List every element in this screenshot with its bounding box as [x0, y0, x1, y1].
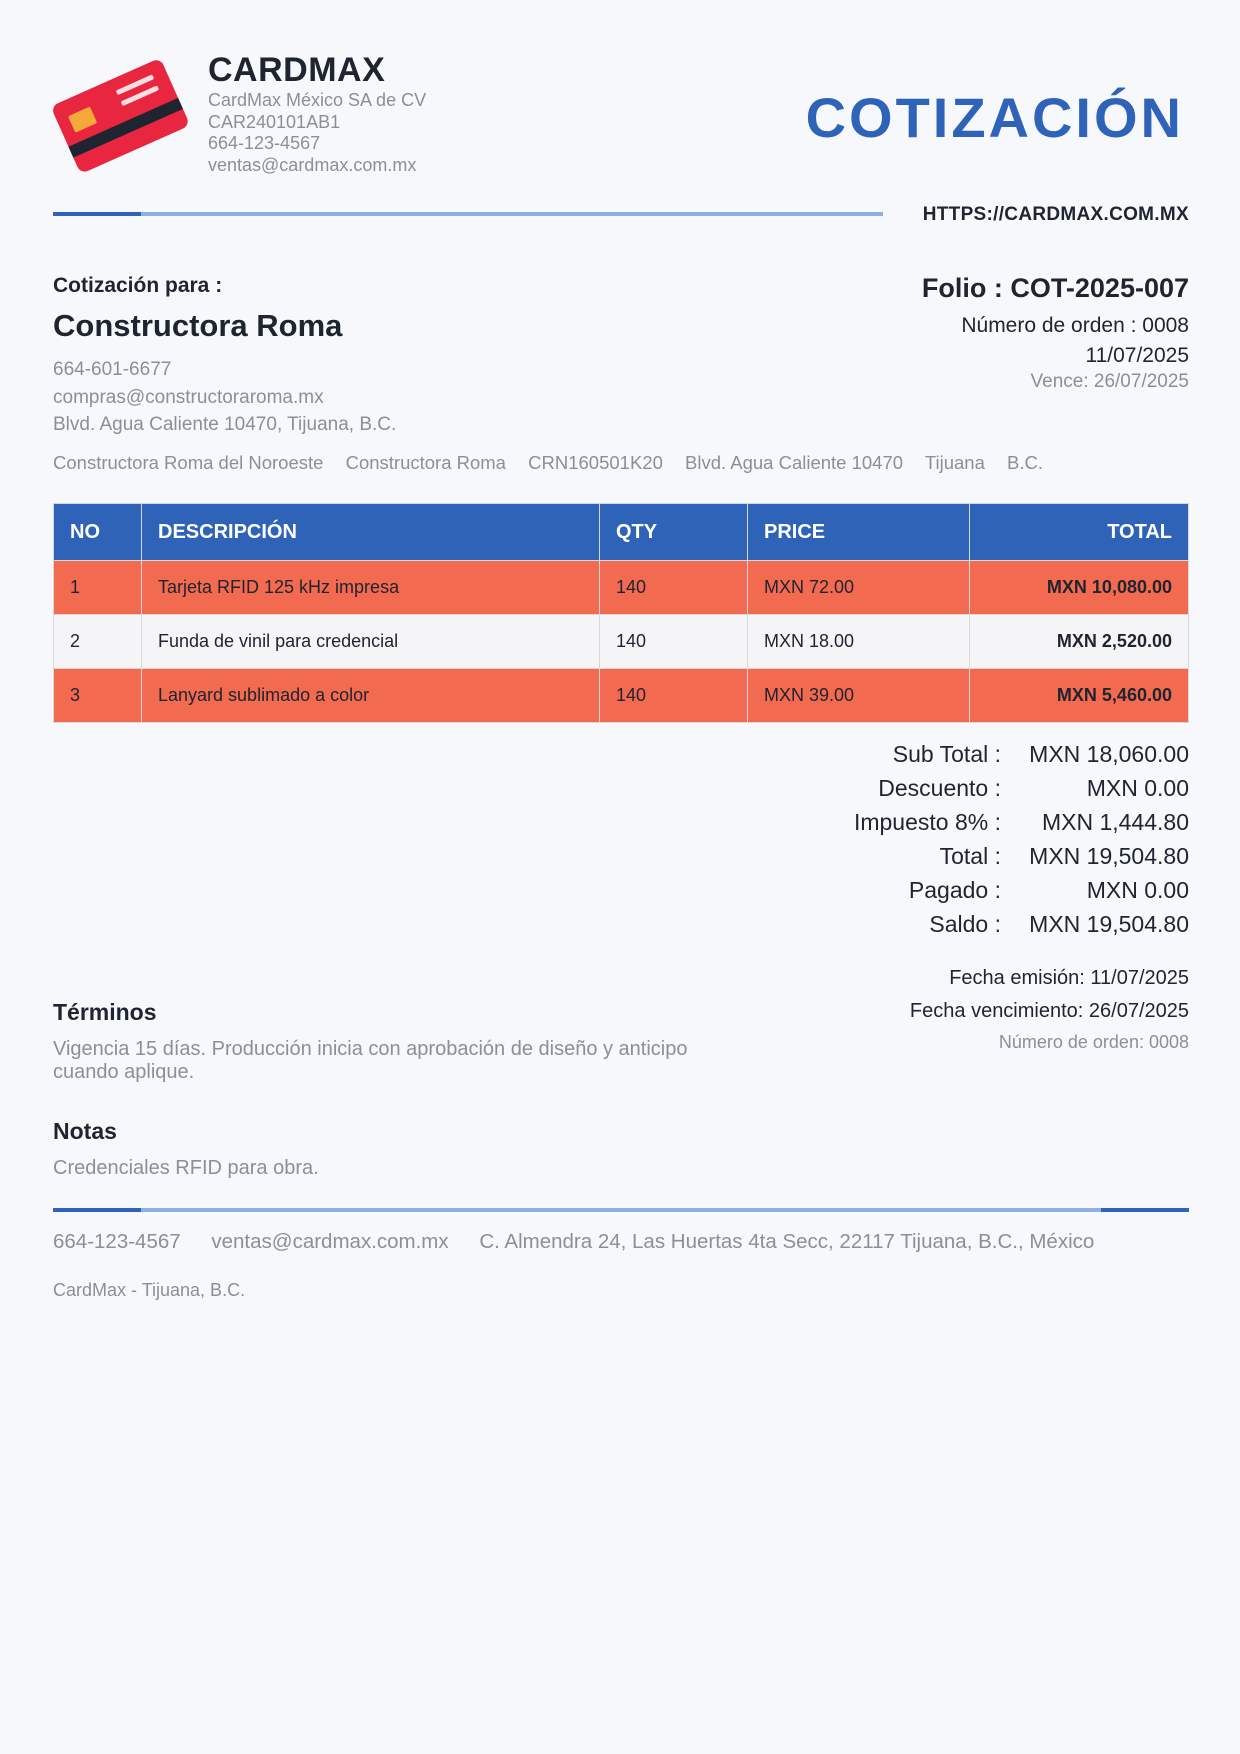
- row-description: Funda de vinil para credencial: [142, 615, 600, 669]
- table-row: [54, 615, 1189, 669]
- header-description: DESCRIPCIÓN: [142, 504, 600, 561]
- footer-contacts: [53, 1230, 1119, 1254]
- balance-value: MXN 19,504.80: [1029, 911, 1189, 937]
- company-name: CARDMAX: [208, 51, 386, 89]
- discount-label: Descuento :: [878, 775, 1001, 801]
- footer-email: ventas@cardmax.com.mx: [211, 1230, 449, 1253]
- client-email: compras@constructoraroma.mx: [53, 386, 324, 408]
- notes-text: Credenciales RFID para obra.: [53, 1157, 319, 1179]
- order-number-footer: Número de orden: 0008: [998, 1032, 1189, 1052]
- balance-row: [854, 907, 1189, 941]
- footer-phone: 664-123-4567: [53, 1230, 181, 1253]
- client-phone: 664-601-6677: [53, 359, 172, 380]
- table-row: [54, 561, 1189, 615]
- row-total: MXN 2,520.00: [970, 615, 1189, 669]
- subtotal-label: Sub Total :: [892, 741, 1001, 767]
- issue-date: Fecha emisión: 11/07/2025: [949, 967, 1189, 989]
- row-qty: 140: [600, 669, 748, 723]
- client-rfc: CRN160501K20: [528, 452, 663, 473]
- company-phone: 664-123-4567: [208, 133, 321, 153]
- expiry-date: Fecha vencimiento: 26/07/2025: [909, 1000, 1189, 1022]
- company-info: [208, 50, 426, 176]
- tax-row: [854, 805, 1189, 839]
- row-qty: 140: [600, 561, 748, 615]
- client-contact: [53, 356, 396, 439]
- header-divider: [53, 212, 883, 216]
- row-total: MXN 10,080.00: [970, 561, 1189, 615]
- date-summary: [910, 962, 1189, 1056]
- row-description: Lanyard sublimado a color: [142, 669, 600, 723]
- row-price: MXN 39.00: [748, 669, 970, 723]
- company-rfc: CAR240101AB1: [208, 111, 341, 132]
- items-table: [53, 503, 1189, 723]
- subtotal-row: [854, 737, 1189, 771]
- notes-title: Notas: [53, 1118, 117, 1144]
- balance-label: Saldo :: [929, 911, 1001, 937]
- client-city: Tijuana: [924, 452, 985, 473]
- paid-row: [854, 873, 1189, 907]
- terms-text: Vigencia 15 días. Producción inicia con aprobación de diseño y anticipo cuando aplique.: [53, 1038, 688, 1083]
- total-label: Total :: [939, 843, 1001, 869]
- header-total: TOTAL: [970, 504, 1189, 561]
- header-no: NO: [54, 504, 142, 561]
- company-email: ventas@cardmax.com.mx: [208, 154, 417, 175]
- footer-divider: [53, 1208, 1189, 1212]
- client-legal-name: Constructora Roma del Noroeste: [53, 452, 324, 473]
- row-price: MXN 72.00: [748, 561, 970, 615]
- footer-address: C. Almendra 24, Las Huertas 4ta Secc, 22117 Tijuana, B.C., México: [479, 1230, 1095, 1253]
- client-name: Constructora Roma: [53, 308, 343, 343]
- folio-block: [922, 270, 1189, 393]
- row-no: 1: [54, 561, 142, 615]
- client-label: Cotización para :: [53, 274, 223, 297]
- row-price: MXN 18.00: [748, 615, 970, 669]
- terms-title: Términos: [53, 999, 157, 1025]
- subtotal-value: MXN 18,060.00: [1029, 741, 1189, 767]
- header-qty: QTY: [600, 504, 748, 561]
- due-date: Vence: 26/07/2025: [1030, 371, 1189, 392]
- table-row: [54, 669, 1189, 723]
- document-date: 11/07/2025: [1085, 344, 1189, 367]
- document-title: COTIZACIÓN: [805, 86, 1184, 149]
- total-row: [854, 839, 1189, 873]
- row-total: MXN 5,460.00: [970, 669, 1189, 723]
- tax-label: Impuesto 8% :: [853, 809, 1001, 835]
- discount-row: [854, 771, 1189, 805]
- discount-value: MXN 0.00: [1086, 775, 1189, 801]
- total-value: MXN 19,504.80: [1029, 843, 1189, 869]
- company-legal-name: CardMax México SA de CV: [208, 90, 427, 110]
- row-no: 3: [54, 669, 142, 723]
- row-qty: 140: [600, 615, 748, 669]
- folio-number: Folio : COT-2025-007: [921, 273, 1189, 303]
- order-number: Número de orden : 0008: [961, 314, 1189, 337]
- client-fiscal-details: [53, 452, 1060, 474]
- client-street: Blvd. Agua Caliente 10470: [685, 452, 904, 473]
- table-header-row: [54, 504, 1189, 561]
- company-website-link[interactable]: HTTPS://CARDMAX.COM.MX: [922, 204, 1189, 225]
- client-address: Blvd. Agua Caliente 10470, Tijuana, B.C.: [53, 414, 397, 435]
- credit-card-icon: [50, 55, 190, 175]
- client-trade-name: Constructora Roma: [345, 452, 506, 473]
- totals-summary: [854, 737, 1189, 941]
- footer-city-line: CardMax - Tijuana, B.C.: [53, 1280, 246, 1300]
- row-description: Tarjeta RFID 125 kHz impresa: [142, 561, 600, 615]
- header-price: PRICE: [748, 504, 970, 561]
- paid-label: Pagado :: [908, 877, 1001, 903]
- tax-value: MXN 1,444.80: [1041, 809, 1189, 835]
- paid-value: MXN 0.00: [1086, 877, 1189, 903]
- row-no: 2: [54, 615, 142, 669]
- client-state: B.C.: [1007, 452, 1043, 473]
